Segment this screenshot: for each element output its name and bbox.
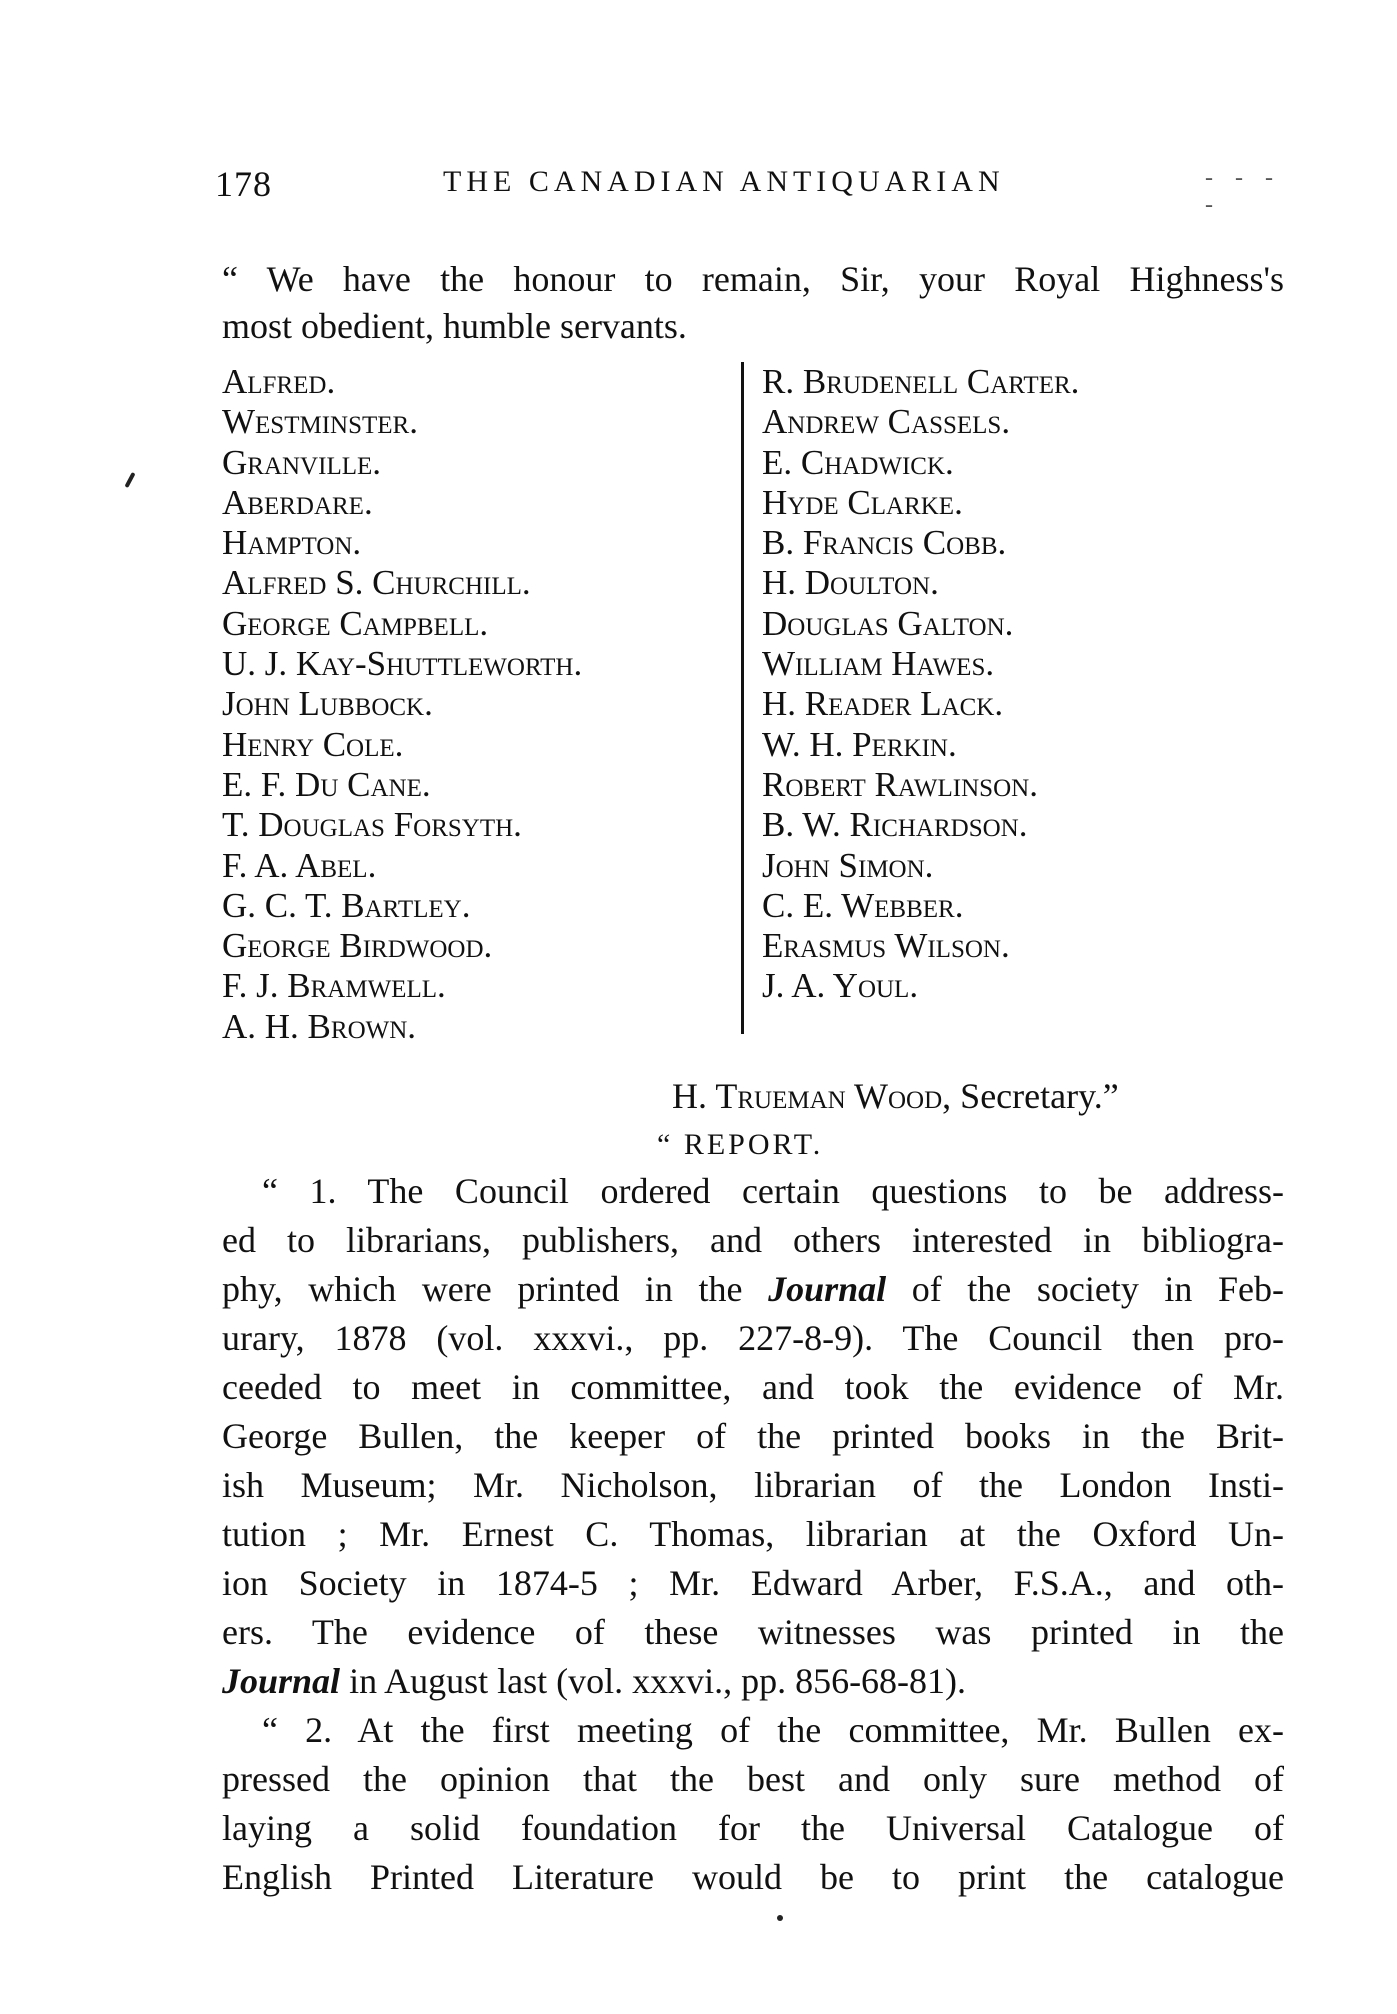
body-line: [222, 1660, 966, 1702]
body-line: ish Museum; Mr. Nicholson, librarian of the London Insti-: [222, 1465, 1284, 1505]
signatory-name: U. J. Kay-Shuttleworth.: [222, 644, 583, 684]
journal-title: Journal: [222, 1661, 341, 1701]
secretary-signature: [672, 1075, 1119, 1117]
body-line: ceeded to meet in committee, and took the evidence of Mr.: [222, 1367, 1284, 1407]
body-text: phy, which were printed in the: [222, 1269, 769, 1309]
signatory-name: B. Francis Cobb.: [762, 523, 1007, 563]
body-line: tution ; Mr. Ernest C. Thomas, librarian at the Oxford Un-: [222, 1514, 1284, 1554]
signatories-right-column: [762, 362, 1079, 1007]
body-line: laying a solid foundation for the Universal Catalogue of: [222, 1808, 1284, 1848]
signatory-name: H. Reader Lack.: [762, 684, 1004, 724]
signatories-left-column: [222, 362, 582, 1047]
closing-line-1: “ We have the honour to remain, Sir, your Royal Highness's: [222, 259, 1284, 299]
body-line: [222, 1268, 1284, 1310]
signatory-name: Westminster.: [222, 402, 418, 442]
signatory-name: E. Chadwick.: [762, 442, 954, 482]
stray-ink-mark: [124, 472, 135, 488]
body-text: of the society in Feb-: [886, 1269, 1284, 1309]
body-line: ed to librarians, publishers, and others interested in bibliogra-: [222, 1220, 1284, 1260]
signatory-name: G. C. T. Bartley.: [222, 885, 471, 925]
signatory-name: H. Doulton.: [762, 563, 939, 603]
signatory-name: E. F. Du Cane.: [222, 764, 431, 804]
body-line: ers. The evidence of these witnesses was printed in the: [222, 1612, 1284, 1652]
signatory-name: A. H. Brown.: [222, 1006, 417, 1046]
page-number: 178: [215, 164, 272, 204]
signatory-name: George Campbell.: [222, 603, 489, 643]
signatory-name: J. A. Youl.: [762, 966, 919, 1006]
body-line: “ 2. At the first meeting of the committee, Mr. Bullen ex-: [262, 1710, 1284, 1750]
signatory-name: Alfred S. Churchill.: [222, 563, 531, 603]
signatory-name: Hampton.: [222, 523, 362, 563]
signatory-name: Granville.: [222, 442, 382, 482]
journal-title: Journal: [768, 1269, 887, 1309]
body-line: pressed the opinion that the best and only sure method of: [222, 1759, 1284, 1799]
stray-ink-dot: [777, 1915, 783, 1921]
signatory-name: Robert Rawlinson.: [762, 764, 1038, 804]
body-line: urary, 1878 (vol. xxxvi., pp. 227-8-9). The Council then pro-: [222, 1318, 1284, 1358]
signatory-name: Henry Cole.: [222, 724, 404, 764]
signatory-name: T. Douglas Forsyth.: [222, 805, 522, 845]
signatory-name: William Hawes.: [762, 644, 995, 684]
body-line: “ 1. The Council ordered certain questions to be address-: [262, 1171, 1284, 1211]
closing-line-2: most obedient, humble servants.: [222, 306, 687, 346]
body-line: ion Society in 1874-5 ; Mr. Edward Arber, F.S.A., and oth-: [222, 1563, 1284, 1603]
signatory-name: George Birdwood.: [222, 926, 493, 966]
body-text: in August last (vol. xxxvi., pp. 856-68-81).: [340, 1661, 967, 1701]
report-heading: “ REPORT.: [657, 1128, 824, 1161]
secretary-name: H. Trueman Wood,: [672, 1076, 952, 1116]
column-divider: [741, 362, 744, 1034]
signatory-name: Hyde Clarke.: [762, 482, 963, 522]
signatory-name: John Simon.: [762, 845, 934, 885]
running-head: [215, 163, 1295, 218]
signatory-name: F. A. Abel.: [222, 845, 377, 885]
signatory-name: F. J. Bramwell.: [222, 966, 446, 1006]
body-line: English Printed Literature would be to print the catalogue: [222, 1857, 1284, 1897]
signatory-name: R. Brudenell Carter.: [762, 362, 1080, 401]
signatory-name: Douglas Galton.: [762, 603, 1014, 643]
secretary-title: Secretary.”: [951, 1076, 1119, 1116]
signatory-name: Andrew Cassels.: [762, 402, 1011, 442]
signatory-name: John Lubbock.: [222, 684, 433, 724]
signatory-name: Alfred.: [222, 362, 336, 401]
signatory-name: W. H. Perkin.: [762, 724, 957, 764]
signatory-name: Erasmus Wilson.: [762, 926, 1010, 966]
header-dashes: - - - -: [1205, 165, 1281, 218]
signatory-name: B. W. Richardson.: [762, 805, 1028, 845]
running-title: THE CANADIAN ANTIQUARIAN: [443, 165, 1005, 198]
body-line: George Bullen, the keeper of the printed books in the Brit-: [222, 1416, 1284, 1456]
signatory-name: C. E. Webber.: [762, 885, 964, 925]
signatory-name: Aberdare.: [222, 482, 373, 522]
